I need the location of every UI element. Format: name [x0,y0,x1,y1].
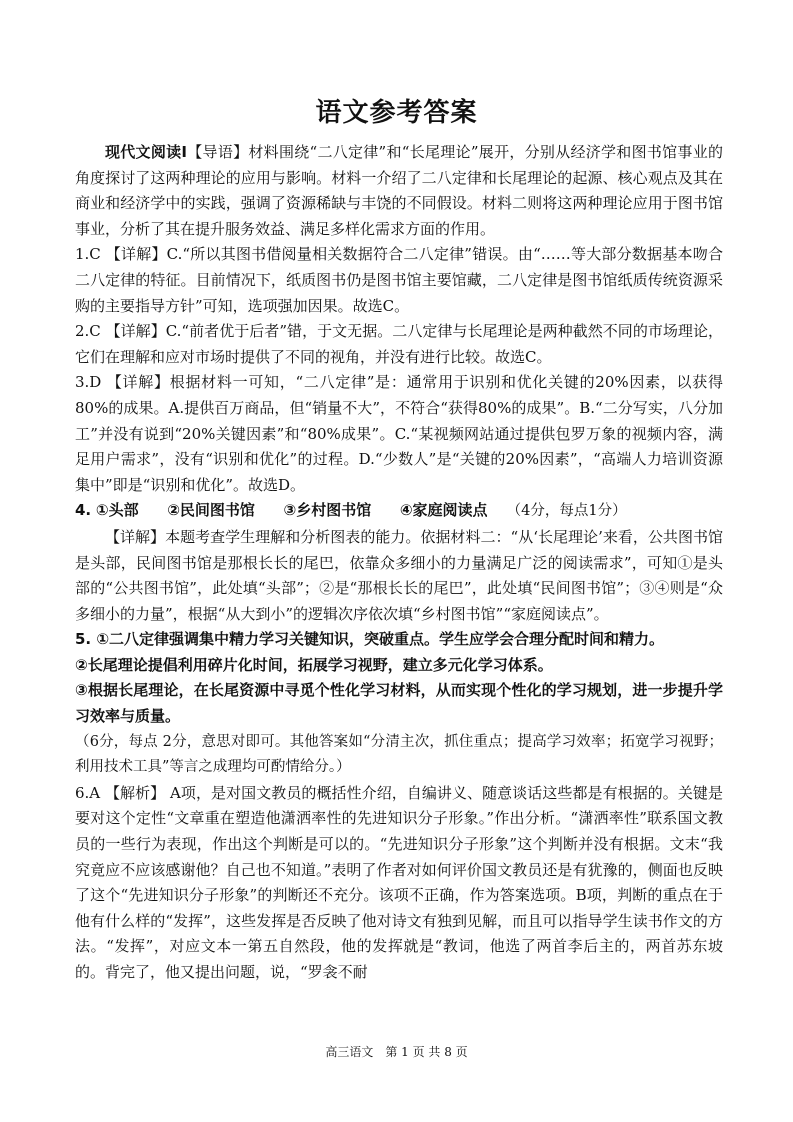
intro-paragraph [75,140,723,242]
section-lead: 现代文阅读Ⅰ [105,143,188,161]
q4-answer-3: ③乡村图书馆 [283,501,372,520]
answer-q1: 1.C 【详解】C.“所以其图书借阅量相关数据符合二八定律”错误。由“……等大部分数据基本吻合二八定律的特征。目前情况下，纸质图书仍是图书馆主要馆藏，二八定律是图书馆纸质传统资源采购的主要指导方针”可知，选项强加因果。故选C。 [75,245,723,315]
answer-q2: 2.C 【详解】C.“前者优于后者”错，于文无据。二八定律与长尾理论是两种截然不同的市场理论，它们在理解和应对市场时提供了不同的视角，并没有进行比较。故选C。 [75,322,723,366]
answer-q6: 6.A 【解析】 A项，是对国文教员的概括性介绍，自编讲义、随意谈话这些都是有根据的。关键是要对这个定性“文章重在塑造他潇洒率性的先进知识分子形象。”作出分析。“潇洒率性”联系国文教员的一些行为表现，作出这个判断是可以的。“先进知识分子形象”这个判断并没有根据。文末“我究竟应不应该感谢他？自己也不知道。”表明了作者对如何评价国文教员还是有犹豫的，侧面也反映了这个“先进知识分子形象”的判断还不充分。该项不正确，作为答案选项。B项，判断的重点在于他有什么样的“发挥”，这些发挥是否反映了他对诗文有独到见解，而且可以指导学生读书作文的方法。“发挥”，对应文本一第五自然段，他的发挥就是“教词，他选了两首李后主的，两首苏东坡的。背完了，他又提出问题，说，“罗衾不耐 [75,783,723,981]
q4-answer-4: ④家庭阅读点 [399,501,488,520]
answer-q5-point-3: ③根据长尾理论，在长尾资源中寻觅个性化学习材料，从而实现个性化的学习规划，进一步提升学习效率与质量。 [75,681,723,726]
intro-text: 【导语】材料围绕“二八定律”和“长尾理论”展开，分别从经济学和图书馆事业的角度探讨了这两种理论的应用与影响。材料一介绍了二八定律和长尾理论的起源、核心观点及其在商业和经济学中的实践，强调了资源稀缺与丰饶的不同假设。材料二则将这两种理论应用于图书馆事业，分析了其在提升服务效益、满足多样化需求方面的作用。 [75,143,723,238]
q4-answer-2: ②民间图书馆 [167,501,255,520]
answer-q5-point-1: 5. ①二八定律强调集中精力学习关键知识，突破重点。学生应学会合理分配时间和精力。 [75,630,665,649]
answer-content [75,140,723,986]
page-title: 语文参考答案 [315,98,478,128]
q4-answer-1: ①头部 [95,501,139,520]
answer-q5-point-2: ②长尾理论提倡利用碎片化时间，拓展学习视野，建立多元化学习体系。 [75,655,553,674]
q4-number: 4. [75,501,92,520]
answer-q4 [75,498,723,525]
q4-detail: 【详解】本题考查学生理解和分析图表的能力。依据材料二：“从‘长尾理论’来看，公共图书馆是头部，民间图书馆是那根长长的尾巴，依靠众多细小的力量满足广泛的阅读需求”，可知①是头部的“公共图书馆”，此处填“头部”；②是“那根长长的尾巴”，此处填“民间图书馆”；③④则是“众多细小的力量”，根据“从大到小”的逻辑次序依次填“乡村图书馆”“家庭阅读点”。 [75,527,723,623]
q5-score: （6分，每点 2分，意思对即可。其他答案如“分清主次，抓住重点；提高学习效率；拓宽学习视野；利用技术工具”等言之成理均可酌情给分。） [75,733,723,776]
answer-q3: 3.D 【详解】根据材料一可知，“二八定律”是：通常用于识别和优化关键的20%因素，以获得80%的成果。A.提供百万商品，但“销量不大”，不符合“获得80%的成果”。B.“二分写实，八分加工”并没有说到“20%关键因素”和“80%成果”。C.“某视频网站通过提供包罗万象的视频内容，满足用户需求”，没有“识别和优化”的过程。D.“少数人”是“关键的20%因素”，“高端人力培训资源集中”即是“识别和优化”。故选D。 [75,373,723,494]
page-footer: 高三语文 第 1 页 共 8 页 [325,1045,468,1059]
q4-score: （4分，每点1分） [506,503,627,520]
